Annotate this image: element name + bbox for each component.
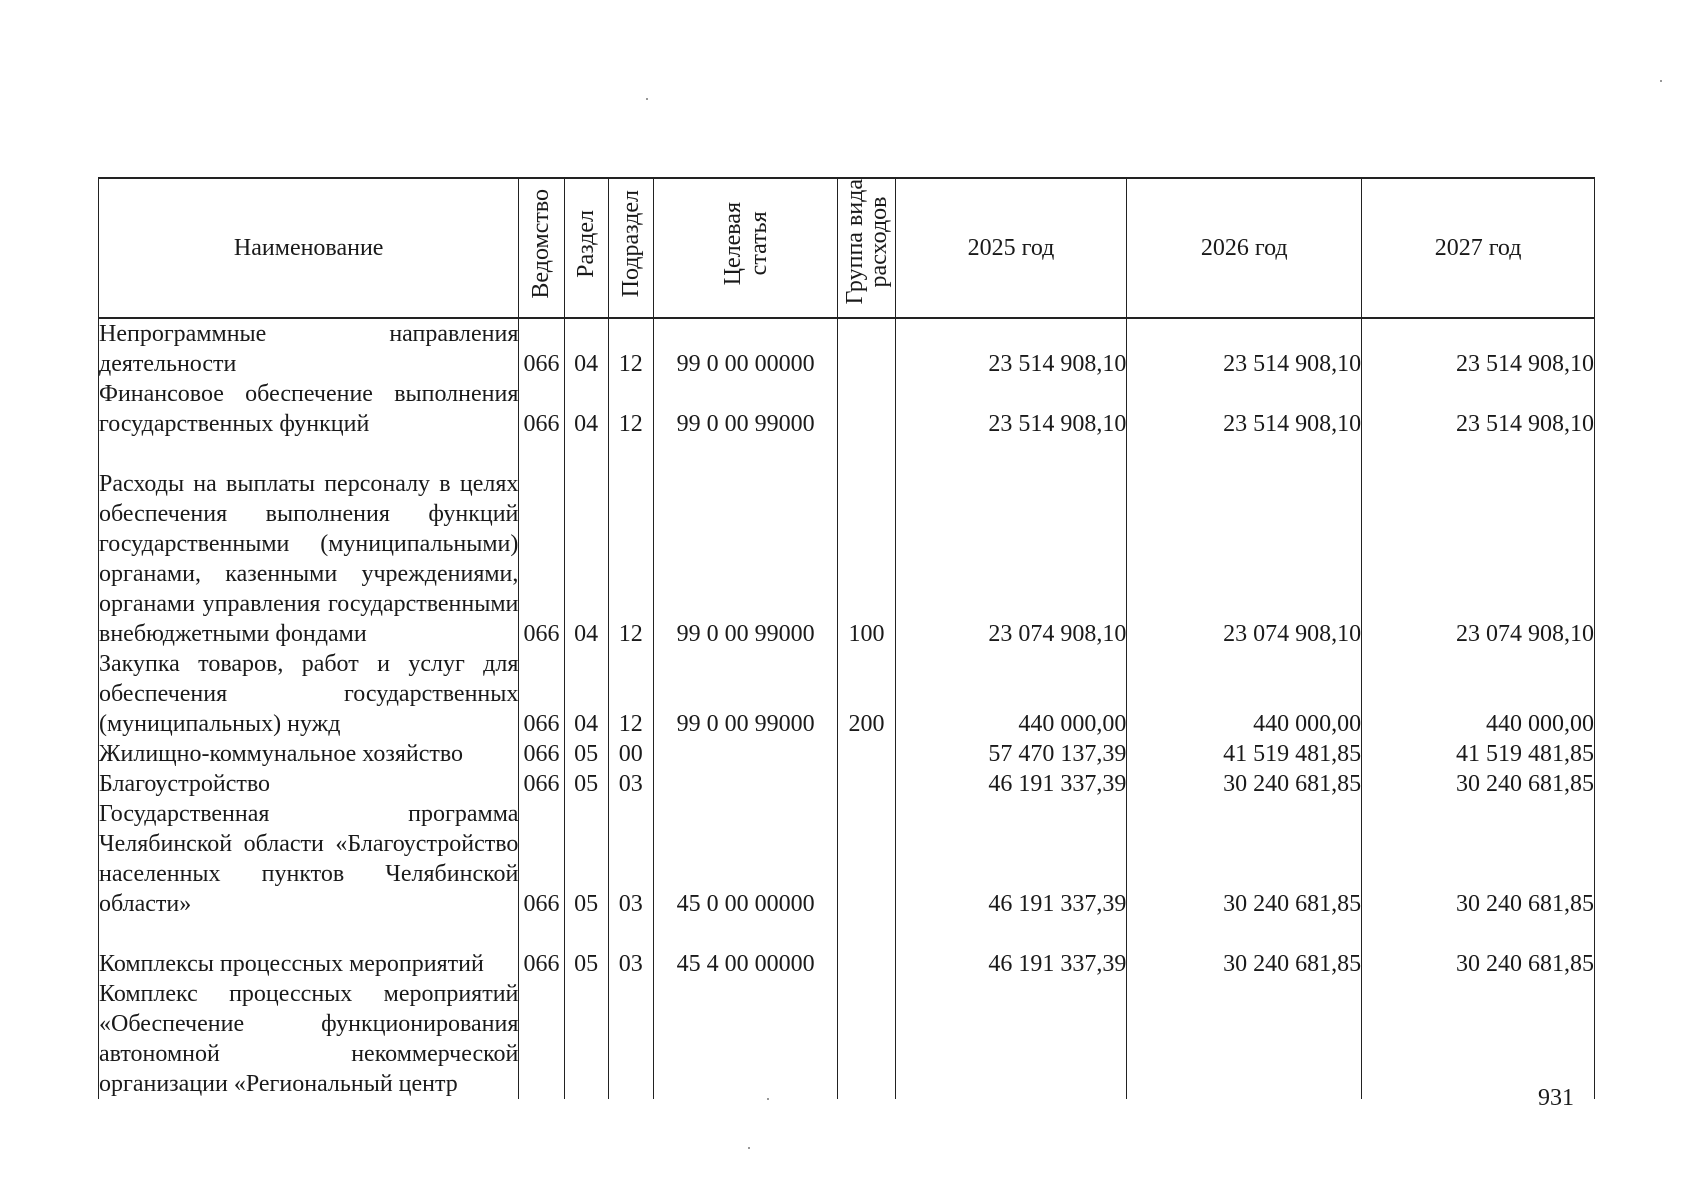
row-gruppa <box>838 739 895 769</box>
row-amount-2025: 46 191 337,39 <box>895 919 1127 979</box>
row-vedomstvo: 066 <box>519 318 564 379</box>
row-gruppa: 100 <box>838 439 895 649</box>
row-amount-2027: 30 240 681,85 <box>1362 919 1595 979</box>
row-podrazdel: 03 <box>608 799 653 919</box>
header-vedomstvo: Ведомство <box>519 178 564 318</box>
row-razdel: 04 <box>564 318 608 379</box>
row-amount-2025 <box>895 979 1127 1099</box>
row-amount-2027 <box>1362 979 1595 1099</box>
row-vedomstvo: 066 <box>519 439 564 649</box>
header-year-2027: 2027 год <box>1362 178 1595 318</box>
row-name: Расходы на выплаты персоналу в целях обеспечения выполнения функций государственными (муниципальными) органами, казенными учреждениями, органами управления государственными внебюджетными фондами <box>99 439 519 649</box>
row-name: Финансовое обеспечение выполнения государственных функций <box>99 381 519 437</box>
table-row <box>99 979 1595 1099</box>
row-gruppa <box>838 379 895 439</box>
row-amount-2027: 440 000,00 <box>1362 649 1595 739</box>
page-number: 931 <box>1538 1085 1574 1111</box>
table-row <box>99 439 1595 649</box>
row-name: Государственная программа Челябинской области «Благоустройство населенных пунктов Челябинской области» <box>99 801 519 917</box>
row-vedomstvo: 066 <box>519 649 564 739</box>
row-amount-2026: 30 240 681,85 <box>1127 799 1362 919</box>
row-celevaya: 45 4 00 00000 <box>653 919 838 979</box>
budget-table <box>98 177 1595 1099</box>
row-celevaya <box>653 739 838 769</box>
row-amount-2025: 23 074 908,10 <box>895 439 1127 649</box>
header-gruppa-rashodov: Группа вида расходов <box>838 178 895 318</box>
row-razdel: 04 <box>564 649 608 739</box>
row-celevaya: 99 0 00 99000 <box>653 439 838 649</box>
row-gruppa <box>838 919 895 979</box>
row-amount-2025: 46 191 337,39 <box>895 799 1127 919</box>
header-celevaya-statya: Целевая статья <box>653 178 838 318</box>
table-row <box>99 318 1595 379</box>
row-amount-2026: 30 240 681,85 <box>1127 769 1362 799</box>
row-gruppa <box>838 799 895 919</box>
row-amount-2026: 23 074 908,10 <box>1127 439 1362 649</box>
row-amount-2026: 41 519 481,85 <box>1127 739 1362 769</box>
row-razdel: 04 <box>564 379 608 439</box>
row-name: Закупка товаров, работ и услуг для обеспечения государственных (муниципальных) нужд <box>99 651 519 737</box>
row-vedomstvo: 066 <box>519 799 564 919</box>
row-name: Благоустройство <box>99 769 519 799</box>
row-celevaya: 99 0 00 99000 <box>653 649 838 739</box>
table-row <box>99 739 1595 769</box>
scan-speck <box>1660 80 1662 82</box>
table-header-row <box>99 178 1595 318</box>
row-amount-2025: 46 191 337,39 <box>895 769 1127 799</box>
row-name: Непрограммные направления деятельности <box>99 318 519 379</box>
row-amount-2027: 30 240 681,85 <box>1362 799 1595 919</box>
row-podrazdel: 00 <box>608 739 653 769</box>
row-podrazdel: 12 <box>608 379 653 439</box>
row-vedomstvo: 066 <box>519 919 564 979</box>
header-year-2025: 2025 год <box>895 178 1127 318</box>
row-amount-2026: 440 000,00 <box>1127 649 1362 739</box>
row-vedomstvo <box>519 979 564 1099</box>
table-row <box>99 769 1595 799</box>
header-year-2026: 2026 год <box>1127 178 1362 318</box>
row-razdel <box>564 979 608 1099</box>
row-amount-2025: 23 514 908,10 <box>895 379 1127 439</box>
row-gruppa: 200 <box>838 649 895 739</box>
row-podrazdel: 12 <box>608 318 653 379</box>
row-name: Комплекс процессных мероприятий «Обеспечение функционирования автономной некоммерческой организации «Региональный центр <box>99 981 519 1097</box>
row-amount-2025: 440 000,00 <box>895 649 1127 739</box>
row-vedomstvo: 066 <box>519 379 564 439</box>
row-podrazdel: 12 <box>608 439 653 649</box>
row-amount-2027: 30 240 681,85 <box>1362 769 1595 799</box>
row-celevaya: 45 0 00 00000 <box>653 799 838 919</box>
row-amount-2025: 23 514 908,10 <box>895 318 1127 379</box>
row-amount-2026: 23 514 908,10 <box>1127 318 1362 379</box>
header-podrazdel: Подраздел <box>608 178 653 318</box>
row-amount-2027: 41 519 481,85 <box>1362 739 1595 769</box>
row-name: Комплексы процессных мероприятий <box>99 919 519 979</box>
row-podrazdel: 12 <box>608 649 653 739</box>
row-celevaya <box>653 769 838 799</box>
row-vedomstvo: 066 <box>519 739 564 769</box>
row-amount-2026 <box>1127 979 1362 1099</box>
row-gruppa <box>838 318 895 379</box>
row-amount-2027: 23 514 908,10 <box>1362 318 1595 379</box>
row-podrazdel <box>608 979 653 1099</box>
header-name: Наименование <box>99 178 519 318</box>
row-razdel: 05 <box>564 919 608 979</box>
row-name: Жилищно-коммунальное хозяйство <box>99 739 519 769</box>
table-row <box>99 799 1595 919</box>
row-podrazdel: 03 <box>608 919 653 979</box>
row-razdel: 05 <box>564 739 608 769</box>
table-row <box>99 379 1595 439</box>
scan-speck <box>748 1147 750 1149</box>
row-celevaya: 99 0 00 99000 <box>653 379 838 439</box>
row-amount-2025: 57 470 137,39 <box>895 739 1127 769</box>
row-amount-2026: 23 514 908,10 <box>1127 379 1362 439</box>
row-celevaya: 99 0 00 00000 <box>653 318 838 379</box>
scan-speck <box>767 1098 769 1100</box>
row-razdel: 05 <box>564 799 608 919</box>
table-row <box>99 649 1595 739</box>
row-gruppa <box>838 769 895 799</box>
header-razdel: Раздел <box>564 178 608 318</box>
table-row <box>99 919 1595 979</box>
row-amount-2027: 23 074 908,10 <box>1362 439 1595 649</box>
row-razdel: 04 <box>564 439 608 649</box>
row-celevaya <box>653 979 838 1099</box>
row-amount-2027: 23 514 908,10 <box>1362 379 1595 439</box>
row-razdel: 05 <box>564 769 608 799</box>
scan-speck <box>646 98 648 100</box>
row-gruppa <box>838 979 895 1099</box>
row-amount-2026: 30 240 681,85 <box>1127 919 1362 979</box>
row-vedomstvo: 066 <box>519 769 564 799</box>
row-podrazdel: 03 <box>608 769 653 799</box>
